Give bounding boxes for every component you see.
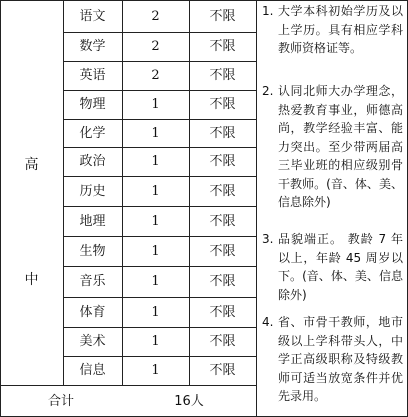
subject-cell: 音乐 [79, 274, 106, 289]
requirement-number: 3. [262, 232, 274, 246]
requirement-number: 1. [262, 4, 274, 18]
limit-cell: 不限 [209, 97, 236, 112]
total-label: 合计 [47, 393, 74, 409]
limit-cell: 不限 [209, 125, 236, 141]
requirement-number: 4. [262, 315, 274, 329]
count-cell: 2 [151, 8, 160, 24]
subject-cell: 英语 [79, 68, 106, 83]
limit-cell: 不限 [209, 154, 236, 169]
col-line [256, 0, 257, 417]
total-value: 16人 [174, 393, 204, 409]
subject-cell: 历史 [79, 183, 106, 199]
count-cell: 1 [151, 125, 160, 141]
subject-cell: 物理 [79, 97, 106, 112]
count-cell: 1 [151, 213, 160, 229]
subject-cell: 信息 [79, 363, 106, 378]
limit-cell: 不限 [209, 363, 236, 378]
limit-cell: 不限 [209, 243, 236, 259]
requirement-2 [262, 82, 403, 232]
subject-cell: 美术 [79, 334, 106, 349]
count-cell: 1 [151, 304, 160, 320]
subject-cell: 生物 [79, 243, 106, 259]
requirement-text: 省、市骨干教师，地市级以上学科带头人，中学正高级职称及特级教师可适当放宽条件并优先录用。 [278, 315, 403, 403]
limit-cell: 不限 [209, 39, 236, 54]
requirement-1 [262, 2, 403, 74]
requirement-text: 认同北师大办学理念，热爱教育事业，师德高尚，教学经验丰富、能力突出。至少带两届高三毕业班的相应级别骨干教师。(音、体、美、信息除外) [278, 84, 403, 209]
subject-cell: 化学 [79, 125, 106, 141]
limit-cell: 不限 [209, 274, 236, 289]
requirement-3 [262, 230, 403, 305]
count-cell: 1 [151, 154, 160, 169]
requirement-number: 2. [262, 84, 274, 98]
limit-cell: 不限 [209, 334, 236, 349]
subject-cell: 体育 [79, 304, 106, 320]
requirement-4 [262, 313, 403, 413]
level-label-bottom: 中 [24, 272, 39, 288]
limit-cell: 不限 [209, 304, 236, 320]
count-cell: 1 [151, 363, 160, 378]
limit-cell: 不限 [209, 8, 236, 24]
count-cell: 2 [151, 39, 160, 54]
count-cell: 2 [151, 68, 160, 83]
col-line [0, 0, 1, 417]
limit-cell: 不限 [209, 213, 236, 229]
requirement-text: 品貌端正。 教龄 7 年以上，年龄 45 周岁以下。(音、体、美、信息除外) [278, 232, 403, 302]
requirement-text: 大学本科初始学历及以上学历。具有相应学科教师资格证等。 [278, 4, 403, 55]
limit-cell: 不限 [209, 183, 236, 199]
count-cell: 1 [151, 97, 160, 112]
subject-cell: 数学 [79, 39, 106, 54]
limit-cell: 不限 [209, 68, 236, 83]
count-cell: 1 [151, 183, 160, 199]
subject-cell: 政治 [79, 154, 106, 169]
count-cell: 1 [151, 274, 160, 289]
count-cell: 1 [151, 334, 160, 349]
subject-cell: 语文 [79, 8, 106, 24]
count-cell: 1 [151, 243, 160, 259]
subject-cell: 地理 [79, 213, 106, 229]
level-label-top: 高 [24, 157, 39, 173]
